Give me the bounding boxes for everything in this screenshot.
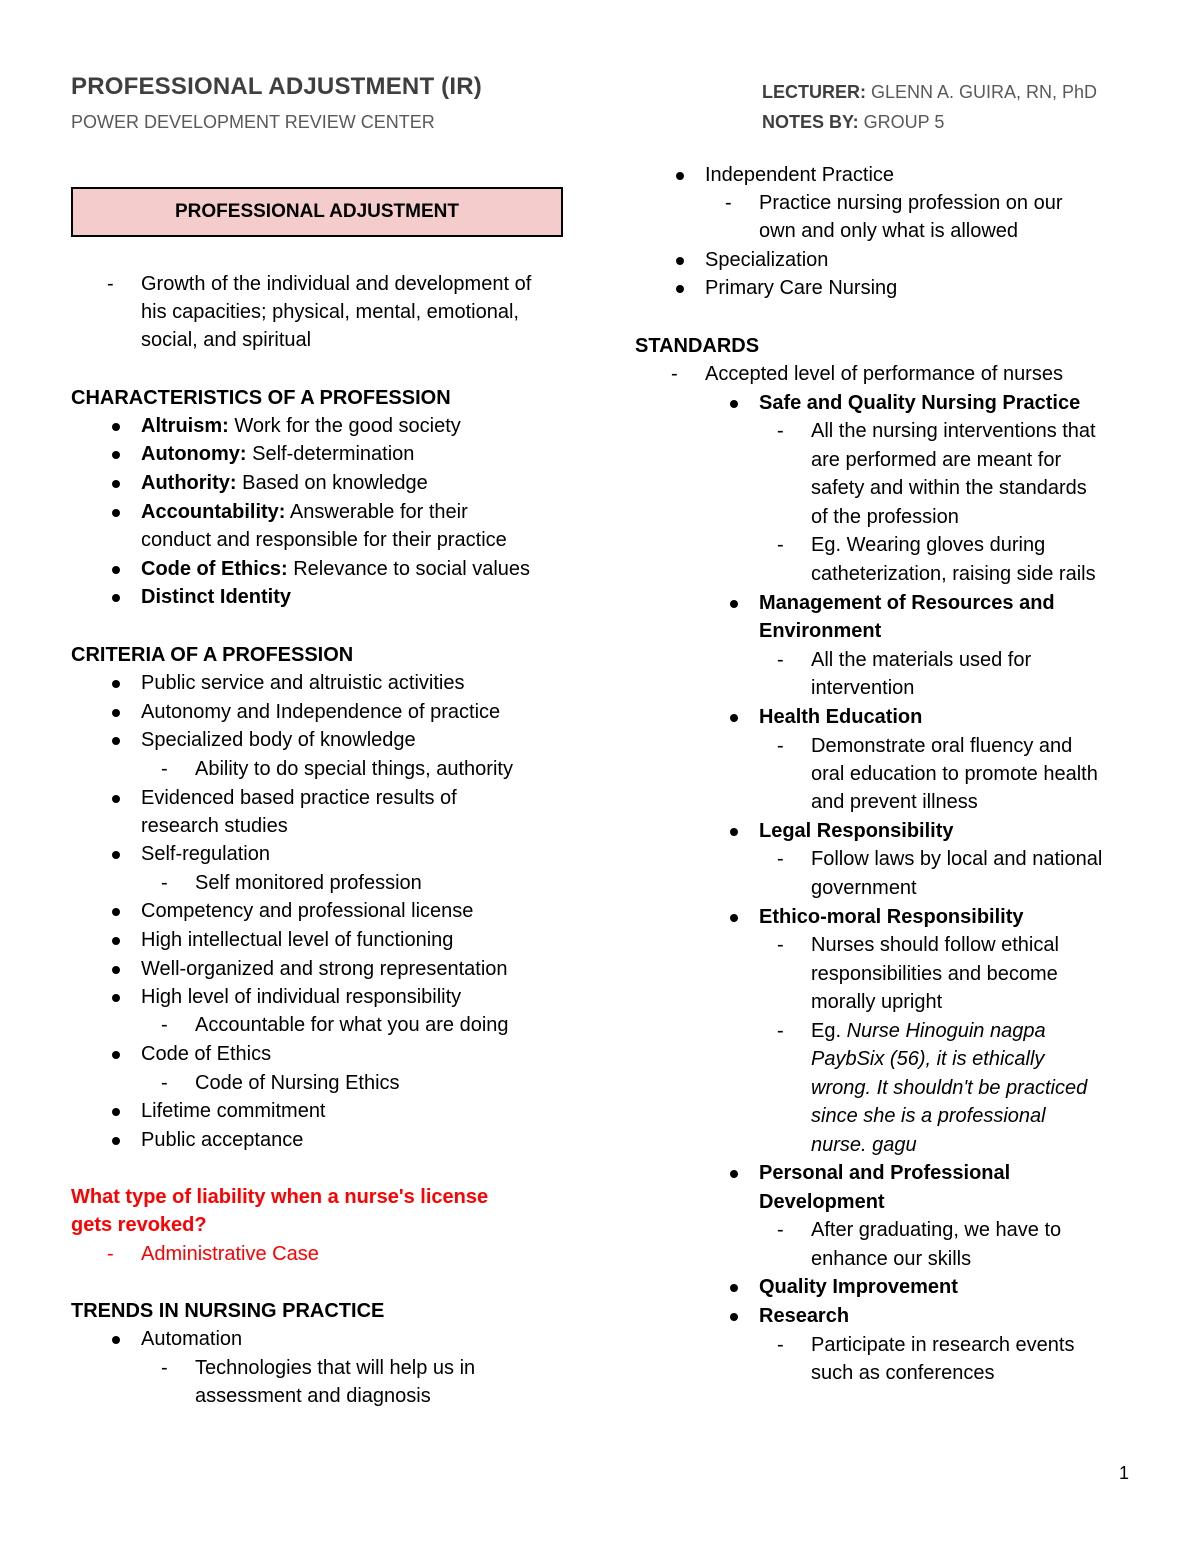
sub-item-continuation: intervention <box>811 677 915 699</box>
sub-item: - Demonstrate oral fluency and <box>811 732 1072 761</box>
sub-item-continuation: morally upright <box>811 991 943 1013</box>
sub-item: - Participate in research events <box>811 1331 1074 1360</box>
definition-line: his capacities; physical, mental, emotional, <box>141 301 519 323</box>
lecturer-line <box>762 78 1097 107</box>
standard-item-continuation: Environment <box>759 620 882 642</box>
sub-item: - Technologies that will help us in <box>195 1354 475 1383</box>
list-item-continuation: conduct and responsible for their practice <box>141 529 507 551</box>
sub-item-continuation: government <box>811 877 917 899</box>
sub-item-continuation: are performed are meant for <box>811 449 1062 471</box>
notes-line <box>762 108 944 137</box>
sub-item: - Follow laws by local and national <box>811 845 1102 874</box>
notes-label: NOTES BY: <box>762 112 859 132</box>
sub-item-continuation: assessment and diagnosis <box>195 1385 431 1407</box>
sub-item-continuation: oral education to promote health <box>811 763 1098 785</box>
list-item: Autonomy and Independence of practice <box>141 698 500 727</box>
list-item: High level of individual responsibility <box>141 983 461 1012</box>
standard-item-continuation: Development <box>759 1191 885 1213</box>
sub-item-continuation: own and only what is allowed <box>759 220 1019 242</box>
sub-item: - Nurses should follow ethical <box>811 931 1059 960</box>
criteria-heading: CRITERIA OF A PROFESSION <box>71 644 354 666</box>
document-title: PROFESSIONAL ADJUSTMENT (IR) <box>71 73 482 100</box>
question-text: What type of liability when a nurse's license <box>71 1186 489 1208</box>
list-item: Authority: Based on knowledge <box>141 469 428 498</box>
standard-item: Safe and Quality Nursing Practice <box>759 389 1080 418</box>
standard-item: Quality Improvement <box>759 1273 958 1302</box>
sub-item-continuation: enhance our skills <box>811 1248 972 1270</box>
standards-definition: - Accepted level of performance of nurses <box>705 360 1063 389</box>
list-item: Accountability: Answerable for their <box>141 498 468 527</box>
list-item: Well-organized and strong representation <box>141 955 508 984</box>
section-title-box: PROFESSIONAL ADJUSTMENT <box>71 187 563 237</box>
sub-item-continuation: catheterization, raising side rails <box>811 563 1096 585</box>
sub-item: - Accountable for what you are doing <box>195 1011 509 1040</box>
page-number: 1 <box>1119 1463 1130 1483</box>
sub-item-continuation: of the profession <box>811 506 959 528</box>
list-item: Evidenced based practice results of <box>141 784 457 813</box>
standard-item: Management of Resources and <box>759 589 1055 618</box>
sub-item: - Eg. Wearing gloves during <box>811 531 1045 560</box>
sub-item-continuation: nurse. gagu <box>811 1134 917 1156</box>
list-item: Primary Care Nursing <box>705 274 897 303</box>
sub-item: - Eg. Nurse Hinoguin nagpa <box>811 1017 1046 1046</box>
list-item: Lifetime commitment <box>141 1097 326 1126</box>
standard-item: Legal Responsibility <box>759 817 953 846</box>
sub-item-continuation: safety and within the standards <box>811 477 1087 499</box>
notes-value: GROUP 5 <box>858 112 945 132</box>
list-item: Distinct Identity <box>141 583 291 612</box>
sub-item: - Practice nursing profession on our <box>759 189 1063 218</box>
sub-item-continuation: since she is a professional <box>811 1105 1046 1127</box>
lecturer-label: LECTURER: <box>762 82 866 102</box>
list-item: Code of Ethics: Relevance to social values <box>141 555 530 584</box>
sub-item: - All the nursing interventions that <box>811 417 1096 446</box>
standard-item: Research <box>759 1302 849 1331</box>
sub-item-continuation: responsibilities and become <box>811 963 1058 985</box>
lecturer-value: GLENN A. GUIRA, RN, PhD <box>866 82 1098 102</box>
definition-line: - Growth of the individual and development of <box>141 270 531 299</box>
list-item: Public service and altruistic activities <box>141 669 464 698</box>
answer-text: - Administrative Case <box>141 1240 319 1269</box>
trends-heading: TRENDS IN NURSING PRACTICE <box>71 1300 385 1322</box>
standard-item: Ethico-moral Responsibility <box>759 903 1023 932</box>
list-item: Self-regulation <box>141 840 270 869</box>
list-item: Altruism: Work for the good society <box>141 412 461 441</box>
list-item: High intellectual level of functioning <box>141 926 453 955</box>
sub-item-continuation: such as conferences <box>811 1362 995 1384</box>
list-item: Automation <box>141 1325 242 1354</box>
sub-item: - All the materials used for <box>811 646 1031 675</box>
sub-item-continuation: and prevent illness <box>811 791 978 813</box>
standards-heading: STANDARDS <box>635 335 760 357</box>
sub-item-continuation: PaybSix (56), it is ethically <box>811 1048 1045 1070</box>
list-item: Autonomy: Self-determination <box>141 440 414 469</box>
question-text: gets revoked? <box>71 1214 207 1236</box>
standard-item: Personal and Professional <box>759 1159 1010 1188</box>
sub-item: - Self monitored profession <box>195 869 422 898</box>
list-item-continuation: research studies <box>141 815 288 837</box>
characteristics-heading: CHARACTERISTICS OF A PROFESSION <box>71 387 451 409</box>
standard-item: Health Education <box>759 703 922 732</box>
list-item: Code of Ethics <box>141 1040 271 1069</box>
list-item: Independent Practice <box>705 161 894 190</box>
sub-item-continuation: wrong. It shouldn't be practiced <box>811 1077 1088 1099</box>
list-item: Competency and professional license <box>141 897 473 926</box>
sub-item: - Ability to do special things, authority <box>195 755 513 784</box>
list-item: Specialization <box>705 246 828 275</box>
list-item: Specialized body of knowledge <box>141 726 416 755</box>
list-item: Public acceptance <box>141 1126 303 1155</box>
definition-line: social, and spiritual <box>141 329 312 351</box>
sub-item: - Code of Nursing Ethics <box>195 1069 400 1098</box>
sub-item: - After graduating, we have to <box>811 1216 1061 1245</box>
document-subtitle: POWER DEVELOPMENT REVIEW CENTER <box>71 112 435 132</box>
